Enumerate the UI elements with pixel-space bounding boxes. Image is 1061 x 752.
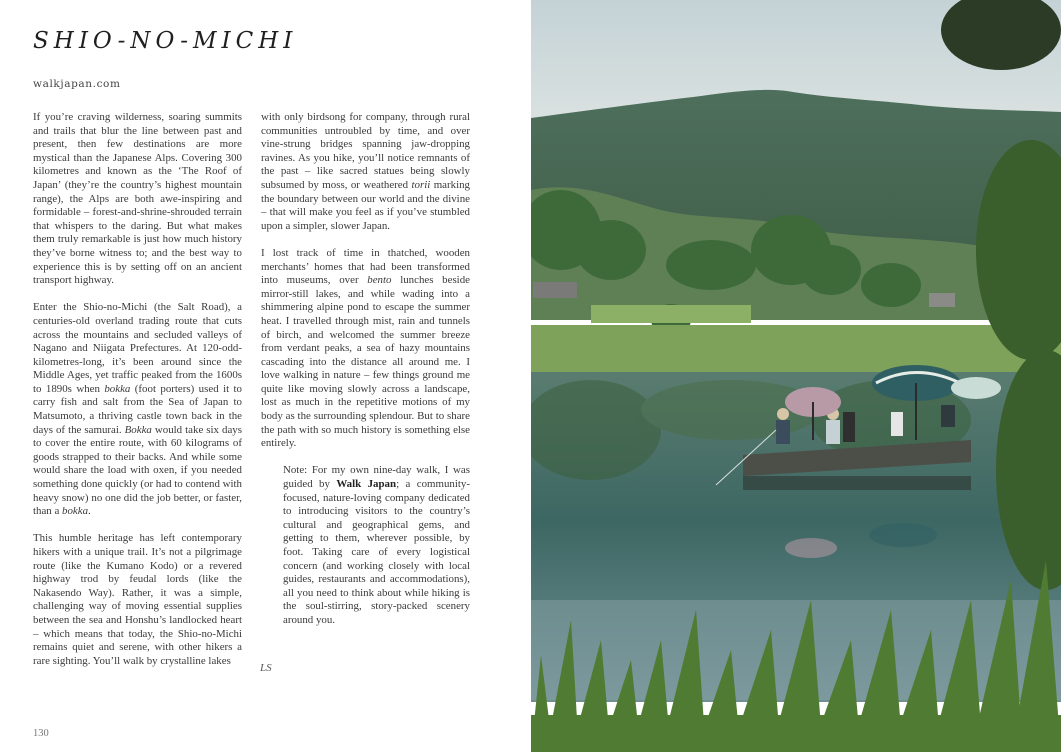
paragraph: I lost track of time in thatched, wooden merchants’ homes that had been transformed into museums, over bento lunches beside mirror-still lakes, and while wading into a shimmering alpine pond to escape the summer heat. I travelled through mist, rain and tunnels of birch, and welcomed the summer breeze from verdant peaks, a sea of hazy mountains cascading into the distance all around me. I love walking in nature – few things ground me quite like moving slowly across a landscape, lost as much in the repetitive motions of my body as the surrounding splendour. But to share the path with so much history is something else entirely. xyxy=(261,246,470,450)
walk-japan-link[interactable]: Walk Japan xyxy=(336,478,397,491)
lake-photo xyxy=(531,0,1061,752)
house xyxy=(533,282,577,298)
note-paragraph: Note: For my own nine-day walk, I was guided by Walk Japan; a community-focused, nature-loving company dedicated to introducing visitors to the country’s cultural and geographical gems, and getting to them, wherever possible, by foot. Taking care of every logistical concern (and working closely with local guides, restaurants and accommodations), all you need to think about while hiking is the soul-stirring, story-packed scenery around you. xyxy=(283,464,470,626)
article-title: SHIO-NO-MICHI xyxy=(33,28,298,54)
paragraph: Enter the Shio-no-Michi (the Salt Road), a centuries-old overland trading route that cuts across the mountains and secluded valleys of Nagano and Niigata Prefectures. At 120-odd-kilometres-long, it’s been around since the Middle Ages, yet traffic peaked from the 1600s to 1890s when bokka (foot porters) used it to carry fish and salt from the Sea of Japan to Matsumoto, a thriving castle town back in the days of the samurai. Bokka would take six days to cover the entire route, with 60 kilograms of goods strapped to their backs. And while some would share the load with oxen, if you needed something done quickly (or had to contend with heavy snow) no one did the job better, or faster, than a bokka. xyxy=(33,301,243,518)
source-credit: walkjapan.com xyxy=(33,78,121,90)
text-column-left xyxy=(33,111,242,682)
paragraph: This humble heritage has left contemporary hikers with a unique trail. It’s not a pilgrimage route (like the Kumano Kodo) or a revered highway trod by feudal lords (like the Nakasendo Way). Rather, it was a simple, challenging way of moving essential supplies between the sea and Honshu’s landlocked heart – which means that today, the Shio-no-Michi remains quiet and serene, with other hikers a rare sighting. You’ll walk by crystalline lakes xyxy=(33,532,242,667)
paragraph: with only birdsong for company, through rural communities untroubled by time, and over vine-strung bridges spanning jaw-dropping ravines. As you hike, you’ll notice remnants of the past – like sacred statues being slowly subsumed by moss, or weathered torii marking the boundary between our world and the divine – that will make you feel as if you’ve stumbled upon a simpler, slower Japan. xyxy=(261,111,470,232)
text-column-right xyxy=(261,111,470,641)
page-number: 130 xyxy=(33,728,49,739)
house xyxy=(929,293,955,307)
paragraph: If you’re craving wilderness, soaring summits and trails that blur the line between past and present, then few destinations are more mystical than the Japanese Alps. Covering 300 kilometres and known as the ‘The Roof of Japan’ (they’re the country’s highest mountain range), the Alps are both awe-inspiring and formidable – forest-and-shrine-shrouded terrain that whispers to the daring. But what makes them truly remarkable is just how much history they’ve borne witness to; and the best way to experience this is by setting off on an ancient transport highway. xyxy=(33,111,242,287)
author-initials: LS xyxy=(260,662,272,674)
field-strip xyxy=(591,305,751,323)
shore-meadow xyxy=(531,325,1061,373)
